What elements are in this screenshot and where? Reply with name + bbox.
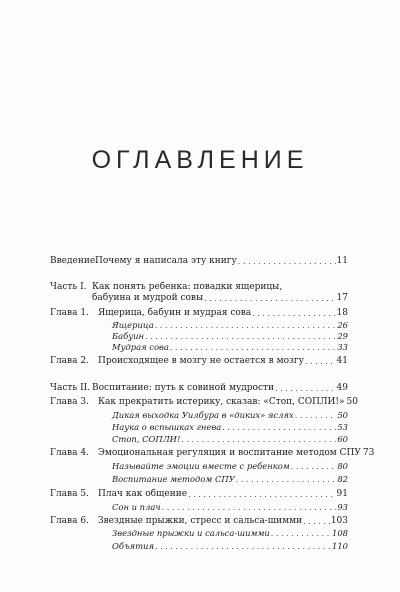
dot-leader	[155, 541, 331, 552]
toc-subentry-text: Звездные прыжки и сальса-шимми	[112, 528, 270, 538]
dot-leader	[252, 308, 335, 320]
dot-leader	[236, 474, 337, 485]
dot-leader	[303, 516, 330, 528]
toc-entry-page: 91	[336, 489, 348, 499]
toc-entry-text: Воспитание: путь к совиной мудрости	[92, 383, 274, 393]
toc-entry-part-2[interactable]	[50, 383, 348, 394]
toc-entry-page: 50	[337, 410, 348, 420]
toc-entry-label: Глава 2.	[50, 356, 89, 366]
toc-entry-page: 60	[337, 434, 348, 444]
toc-entry-page: 29	[337, 331, 348, 341]
toc-entry-text: Плач как общение	[98, 489, 188, 499]
toc-entry-text: Как понять ребенка: повадки ящерицы,	[92, 282, 283, 292]
toc-subentry[interactable]	[50, 410, 348, 421]
toc-entry-text: Эмоциональная регуляция и воспитание методом СПУ	[98, 448, 361, 458]
toc-entry-introduction[interactable]	[50, 256, 348, 267]
toc-subentry[interactable]	[50, 320, 348, 331]
dot-leader	[291, 461, 337, 472]
toc-subentry-text: Ящерица	[112, 320, 154, 330]
toc-entry-page: 17	[336, 293, 348, 303]
toc-entry-page: 110	[332, 541, 348, 551]
toc-subentry[interactable]	[50, 474, 348, 485]
toc-entry-label: Введение.	[50, 256, 99, 266]
page-title: ОГЛАВЛЕНИЕ	[91, 146, 309, 174]
dot-leader	[238, 256, 336, 268]
toc-subentry-text: Объятия	[112, 541, 154, 551]
toc-entry-text: Происходящее в мозгу не остается в мозгу	[98, 356, 304, 366]
toc-subentry[interactable]	[50, 541, 348, 552]
toc-subentry-text: Сон и плач	[112, 502, 161, 512]
dot-leader	[162, 502, 337, 513]
toc-entry-label: Глава 3.	[50, 397, 89, 407]
toc-entry-chapter-1[interactable]	[50, 308, 348, 319]
toc-entry-page: 103	[330, 516, 348, 526]
toc-entry-part-1[interactable]	[50, 282, 348, 293]
toc-subentry[interactable]	[50, 434, 348, 445]
toc-entry-page: 108	[332, 528, 348, 538]
dot-leader	[305, 356, 336, 368]
toc-entry-page: 82	[337, 474, 348, 484]
toc-entry-page: 18	[336, 308, 348, 318]
toc-entry-text: Как прекратить истерику, сказав: «Стоп, СОПЛИ!»	[98, 397, 345, 407]
toc-subentry-text: Называйте эмоции вместе с ребенком	[112, 461, 290, 471]
toc-subentry[interactable]	[50, 342, 348, 353]
toc-entry-chapter-3[interactable]	[50, 397, 358, 408]
toc-subentry[interactable]	[50, 461, 348, 472]
dot-leader	[188, 489, 335, 501]
dot-leader	[295, 410, 337, 421]
toc-entry-page: 50	[346, 397, 358, 407]
toc-subentry-text: Бабуин	[112, 331, 145, 341]
toc-entry-page: 41	[336, 356, 348, 366]
toc-subentry[interactable]	[50, 422, 348, 433]
toc-entry-page: 93	[337, 502, 348, 512]
dot-leader	[155, 320, 337, 331]
toc-entry-page: 80	[337, 461, 348, 471]
dot-leader	[275, 383, 336, 395]
dot-leader	[170, 342, 336, 353]
toc-entry-part-1-cont[interactable]	[50, 293, 348, 304]
toc-entry-label: Глава 4.	[50, 448, 89, 458]
dot-leader	[204, 293, 335, 305]
toc-subentry-text: Мудрая сова	[112, 342, 169, 352]
toc-entry-text: Ящерица, бабуин и мудрая сова	[98, 308, 252, 318]
toc-entry-text-line2: бабуина и мудрой совы	[92, 293, 204, 303]
toc-entry-label: Глава 1.	[50, 308, 89, 318]
toc-entry-chapter-4[interactable]	[50, 448, 375, 459]
toc-entry-text: Почему я написала эту книгу	[95, 256, 237, 266]
toc-subentry-text: Воспитание методом СПУ	[112, 474, 235, 484]
toc-entry-label: Глава 5.	[50, 489, 89, 499]
toc-entry-text: Звездные прыжки, стресс и сальса-шимми	[98, 516, 303, 526]
toc-entry-page: 33	[337, 342, 348, 352]
toc-entry-label: Часть I.	[50, 282, 87, 292]
toc-entry-page: 53	[337, 422, 348, 432]
toc-subentry[interactable]	[50, 331, 348, 342]
dot-leader	[271, 528, 331, 539]
toc-entry-label: Часть II.	[50, 383, 91, 393]
toc-subentry-text: Стоп, СОПЛИ!	[112, 434, 181, 444]
toc-entry-label: Глава 6.	[50, 516, 89, 526]
toc-entry-page: 11	[336, 256, 348, 266]
toc-subentry-text: Дикая выходка Уилбура в «диких» яслях	[112, 410, 294, 420]
dot-leader	[181, 434, 336, 445]
toc-entry-chapter-6[interactable]	[50, 516, 348, 527]
toc-entry-chapter-5[interactable]	[50, 489, 348, 500]
toc-subentry[interactable]	[50, 502, 348, 513]
toc-entry-page: 26	[337, 320, 348, 330]
dot-leader	[145, 331, 336, 342]
toc-entry-page: 49	[336, 383, 348, 393]
dot-leader	[222, 422, 336, 433]
toc-subentry-text: Наука о вспышках гнева	[112, 422, 222, 432]
toc-subentry[interactable]	[50, 528, 348, 539]
toc-entry-page: 73	[362, 448, 375, 458]
toc-entry-chapter-2[interactable]	[50, 356, 348, 367]
